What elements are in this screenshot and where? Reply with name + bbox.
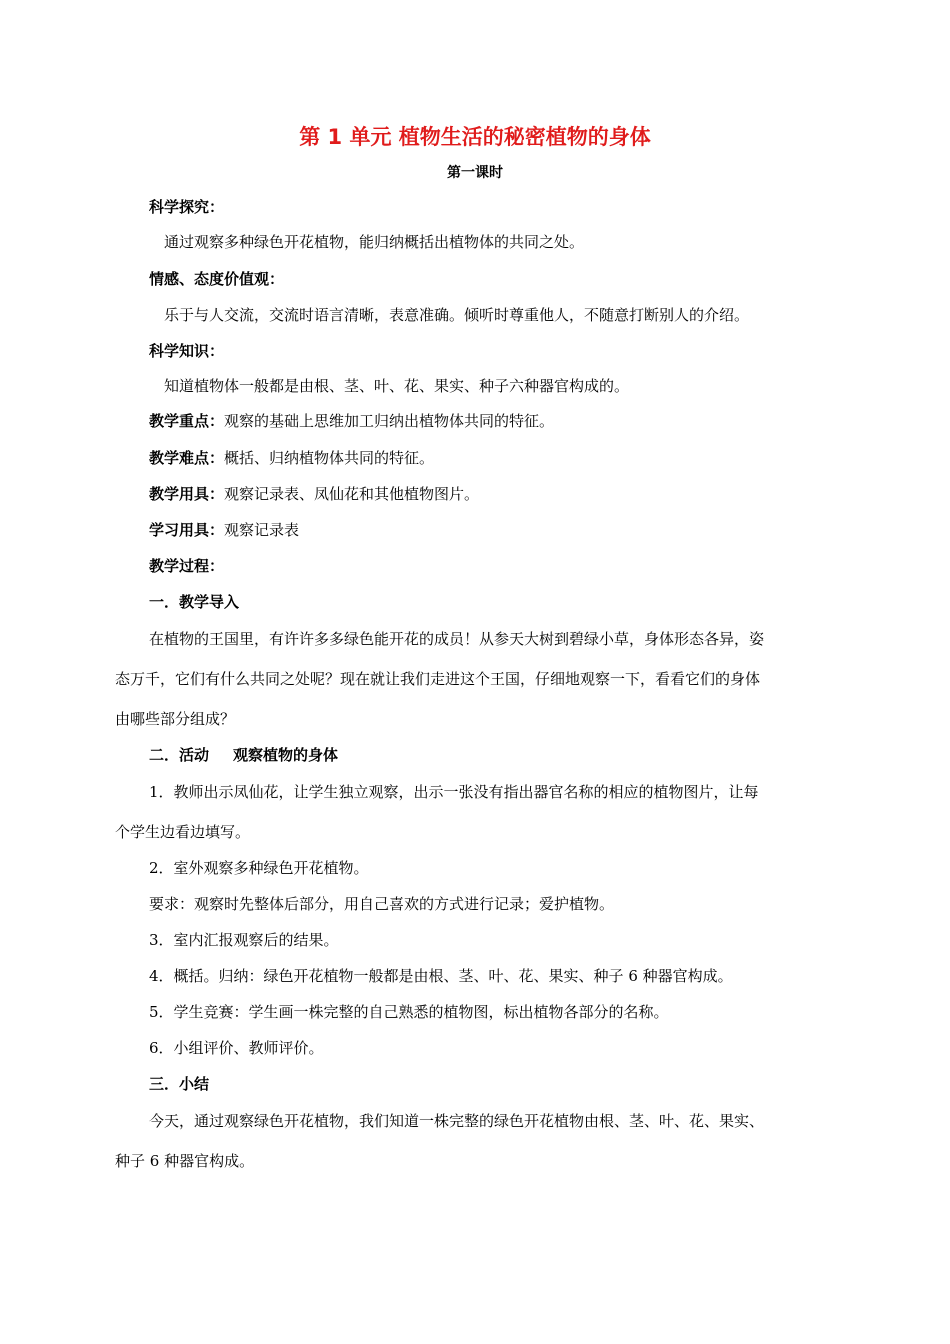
part2-item6: 6．小组评价、教师评价。 (149, 1039, 324, 1057)
part2-item1-line2: 个学生边看边填写。 (115, 823, 251, 841)
part2-heading-number: 二．活动 (149, 746, 210, 764)
part3-paragraph-line1: 今天，通过观察绿色开花植物，我们知道一株完整的绿色开花植物由根、茎、叶、花、果实、 (149, 1112, 765, 1130)
key-point-line (149, 410, 554, 432)
part2-item5: 5．学生竞赛：学生画一株完整的自己熟悉的植物图，标出植物各部分的名称。 (149, 1003, 669, 1021)
knowledge-label: 科学知识： (149, 342, 225, 360)
document-subtitle: 第一课时 (447, 165, 503, 181)
key-point-label: 教学重点： (149, 412, 225, 430)
part2-item3: 3．室内汇报观察后的结果。 (149, 931, 339, 949)
key-point-text: 观察的基础上思维加工归纳出植物体共同的特征。 (224, 412, 555, 430)
difficulty-text: 概括、归纳植物体共同的特征。 (224, 449, 435, 467)
tools-line (149, 483, 479, 505)
part2-item1-line1: 1．教师出示凤仙花，让学生独立观察，出示一张没有指出器官名称的相应的植物图片，让每 (149, 783, 759, 801)
science-inquiry-label: 科学探究： (149, 198, 225, 216)
study-tools-text: 观察记录表 (224, 521, 300, 539)
part2-requirement: 要求：观察时先整体后部分，用自己喜欢的方式进行记录；爱护植物。 (149, 895, 615, 913)
part2-heading-title: 观察植物的身体 (233, 746, 339, 764)
study-tools-label: 学习用具： (149, 521, 225, 539)
process-label: 教学过程： (149, 557, 225, 575)
science-inquiry-text: 通过观察多种绿色开花植物，能归纳概括出植物体的共同之处。 (164, 233, 585, 251)
attitude-text: 乐于与人交流，交流时语言清晰，表意准确。倾听时尊重他人，不随意打断别人的介绍。 (164, 306, 750, 324)
part1-heading: 一．教学导入 (149, 593, 240, 611)
part1-paragraph-line1: 在植物的王国里，有许许多多绿色能开花的成员！从参天大树到碧绿小草，身体形态各异，姿 (149, 630, 765, 648)
part2-item2: 2．室外观察多种绿色开花植物。 (149, 859, 369, 877)
part2-heading (149, 744, 338, 766)
attitude-label: 情感、态度价值观： (149, 270, 285, 288)
knowledge-text: 知道植物体一般都是由根、茎、叶、花、果实、种子六种器官构成的。 (164, 377, 630, 395)
study-tools-line (149, 519, 299, 541)
document-title: 第 1 单元 植物生活的秘密植物的身体 (299, 125, 651, 149)
part3-heading: 三．小结 (149, 1075, 210, 1093)
part1-paragraph-line3: 由哪些部分组成？ (115, 710, 236, 728)
tools-label: 教学用具： (149, 485, 225, 503)
part2-item4: 4．概括。归纳：绿色开花植物一般都是由根、茎、叶、花、果实、种子 6 种器官构成。 (149, 967, 733, 985)
difficulty-line (149, 447, 434, 469)
tools-text: 观察记录表、凤仙花和其他植物图片。 (224, 485, 480, 503)
difficulty-label: 教学难点： (149, 449, 225, 467)
part3-paragraph-line2: 种子 6 种器官构成。 (115, 1152, 255, 1170)
part1-paragraph-line2: 态万千，它们有什么共同之处呢？现在就让我们走进这个王国，仔细地观察一下，看看它们的身体 (115, 670, 761, 688)
